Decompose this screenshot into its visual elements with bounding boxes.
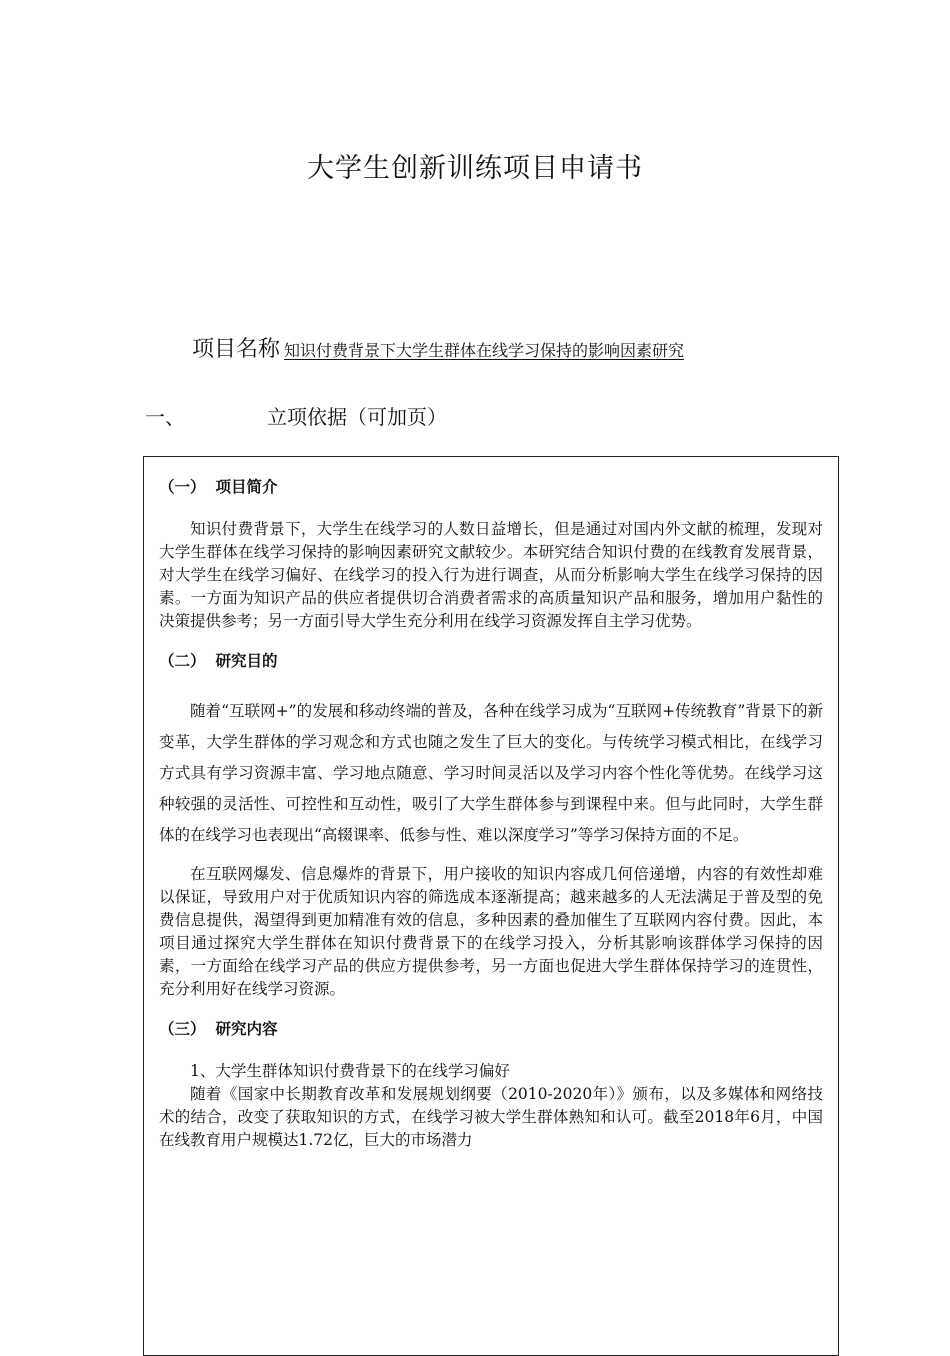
subsection-heading-content	[159, 1017, 823, 1039]
document-title: 大学生创新训练项目申请书	[307, 153, 643, 184]
subsection-title: 研究目的	[215, 652, 278, 670]
subsection-number: （二）	[159, 652, 206, 670]
paragraph: 随着《国家中长期教育改革和发展规划纲要（2010-2020年）》颁布，以及多媒体和网络技术的结合，改变了获取知识的方式，在线学习被大学生群体熟知和认可。截至2018年6月，中国在线教育用户规模达1.72亿，巨大的市场潜力	[159, 1085, 823, 1149]
subsection-heading-intro	[159, 475, 823, 497]
paragraph: 随着“互联网+”的发展和移动终端的普及，各种在线学习成为“互联网+传统教育”背景下的新变革，大学生群体的学习观念和方式也随之发生了巨大的变化。与传统学习模式相比，在线学习方式具有学习资源丰富、学习地点随意、学习时间灵活以及学习内容个性化等优势。在线学习这种较强的灵活性、可控性和互动性，吸引了大学生群体参与到课程中来。但与此同时，大学生群体的在线学习也表现出“高辍课率、低参与性、难以深度学习”等学习保持方面的不足。	[159, 702, 823, 844]
project-name-row	[192, 332, 684, 363]
section-title: 立项依据（可加页）	[267, 405, 447, 429]
section-heading-1	[145, 401, 447, 430]
paragraph: 1、大学生群体知识付费背景下的在线学习偏好	[190, 1062, 510, 1080]
subsection-title: 项目简介	[215, 478, 278, 496]
subsection-title: 研究内容	[215, 1020, 278, 1038]
paragraph: 在互联网爆发、信息爆炸的背景下，用户接收的知识内容成几何倍递增，内容的有效性却难以保证，导致用户对于优质知识内容的筛选成本逐渐提高；越来越多的人无法满足于普及型的免费信息提供，渴望得到更加精准有效的信息，多种因素的叠加催生了互联网内容付费。因此，本项目通过探究大学生群体在知识付费背景下的在线学习投入，分析其影响该群体学习保持的因素，一方面给在线学习产品的供应方提供参考，另一方面也促进大学生群体保持学习的连贯性，充分利用好在线学习资源。	[159, 865, 823, 998]
subsection-heading-purpose	[159, 649, 823, 671]
project-name-label: 项目名称	[192, 337, 281, 362]
section-number: 一、	[145, 405, 185, 429]
subsection-number: （三）	[159, 1020, 206, 1038]
subsection-number: （一）	[159, 478, 206, 496]
paragraph: 知识付费背景下，大学生在线学习的人数日益增长，但是通过对国内外文献的梳理，发现对大学生群体在线学习保持的影响因素研究文献较少。本研究结合知识付费的在线教育发展背景，对大学生在线学习偏好、在线学习的投入行为进行调查，从而分析影响大学生在线学习保持的因素。一方面为知识产品的供应者提供切合消费者需求的高质量知识产品和服务，增加用户黏性的决策提供参考；另一方面引导大学生充分利用在线学习资源发挥自主学习优势。	[159, 520, 823, 630]
content-box	[143, 456, 839, 1356]
project-name-value: 知识付费背景下大学生群体在线学习保持的影响因素研究	[284, 341, 685, 360]
